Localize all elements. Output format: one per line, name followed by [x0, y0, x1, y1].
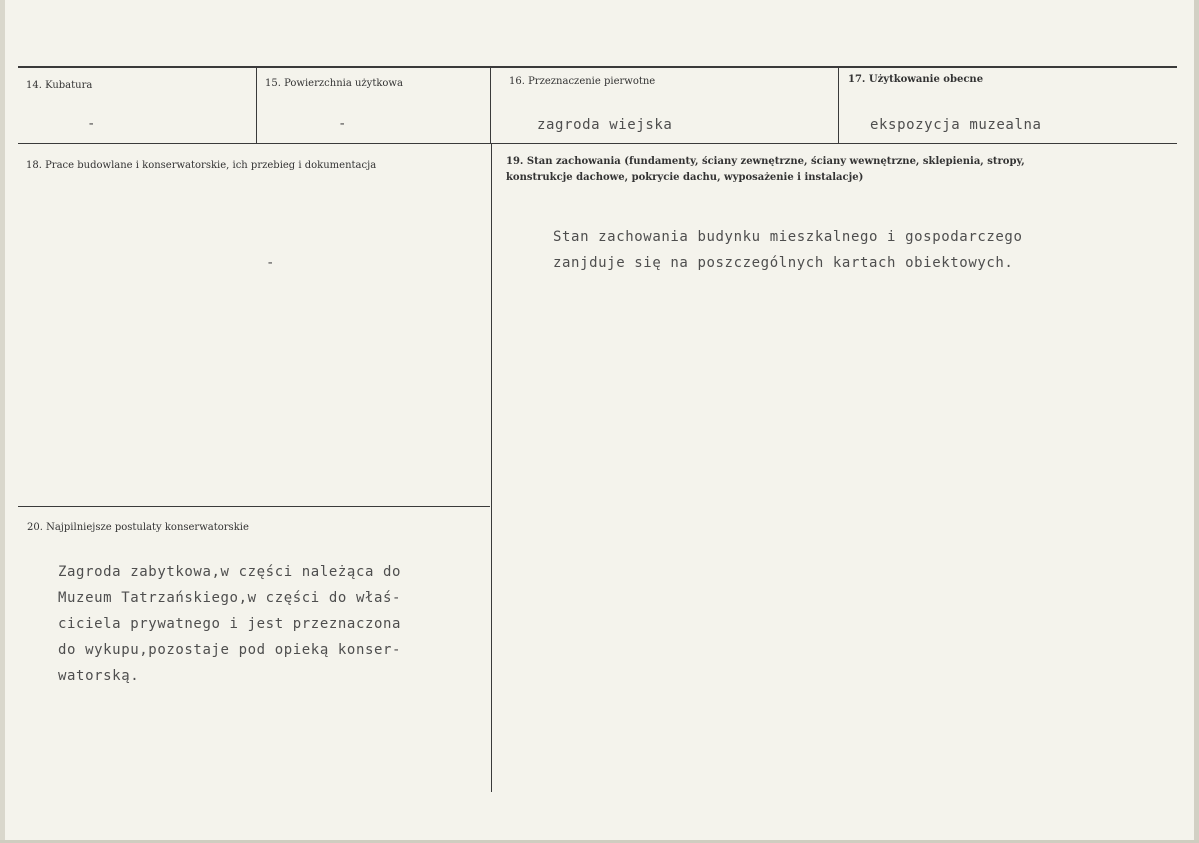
field-20-value-line4: do wykupu,pozostaje pod opieką konser-: [58, 642, 402, 658]
top-rule: [18, 66, 1177, 68]
card-right-edge: [1194, 0, 1199, 843]
field-19-label-line2: konstrukcje dachowe, pokrycie dachu, wyposażenie i instalacje): [506, 172, 864, 183]
field-19-value-line2: zanjduje się na poszczególnych kartach obiektowych.: [553, 255, 1014, 271]
field-18-value: -: [266, 255, 276, 271]
field-15-value: -: [338, 116, 348, 132]
field18-bottom-rule: [18, 506, 490, 507]
divider-16-17: [838, 67, 839, 144]
divider-14-15: [256, 67, 257, 144]
divider-left-right-column: [491, 144, 492, 792]
divider-15-16: [490, 67, 491, 144]
field-20-value-line1: Zagroda zabytkowa,w części należąca do: [58, 564, 402, 580]
field-15-label: 15. Powierzchnia użytkowa: [265, 78, 403, 89]
field-19-label-line1: 19. Stan zachowania (fundamenty, ściany zewnętrzne, ściany wewnętrzne, sklepienia, stropy,: [506, 156, 1025, 167]
field-19-value-line1: Stan zachowania budynku mieszkalnego i gospodarczego: [553, 229, 1023, 245]
field-17-label: 17. Użytkowanie obecne: [848, 74, 984, 85]
field-17-value: ekspozycja muzealna: [870, 117, 1042, 133]
field-20-label: 20. Najpilniejsze postulaty konserwatorskie: [27, 522, 249, 533]
field-20-value-line3: ciciela prywatnego i jest przeznaczona: [58, 616, 402, 632]
row1-bottom-rule: [18, 143, 1177, 144]
field-16-value: zagroda wiejska: [537, 117, 673, 133]
field-16-label: 16. Przeznaczenie pierwotne: [509, 76, 656, 87]
field-14-value: -: [87, 116, 97, 132]
field-20-value-line2: Muzeum Tatrzańskiego,w części do właś-: [58, 590, 402, 606]
field-14-label: 14. Kubatura: [26, 80, 93, 91]
card-left-edge: [0, 0, 5, 843]
field-20-value-line5: watorską.: [58, 668, 140, 684]
field-18-label: 18. Prace budowlane i konserwatorskie, ich przebieg i dokumentacja: [26, 160, 377, 171]
